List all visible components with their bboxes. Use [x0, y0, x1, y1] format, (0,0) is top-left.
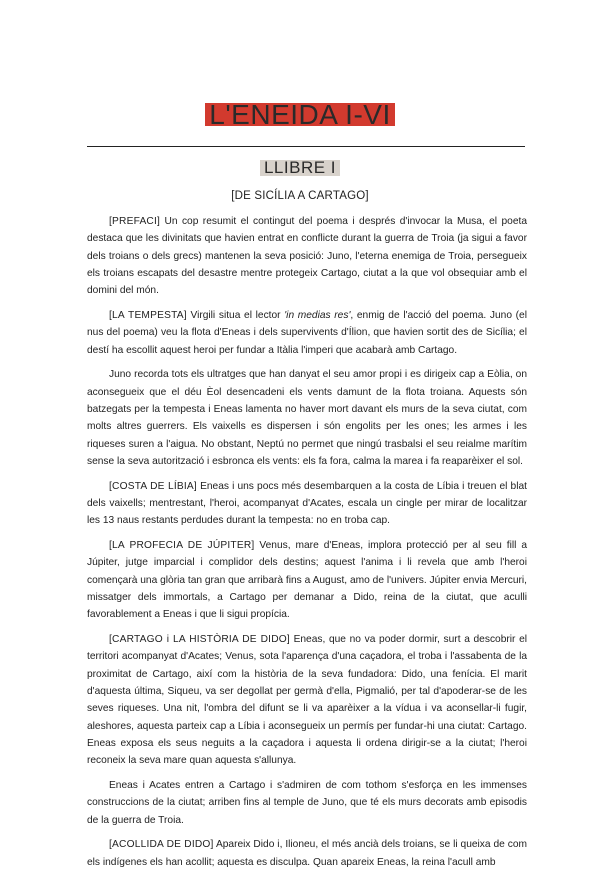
paragraph-juno: [87, 366, 527, 470]
section-heading: [DE SICÍLIA A CARTAGO]: [231, 190, 369, 202]
paragraph-tag: [LA PROFECIA DE JÚPITER]: [109, 540, 255, 552]
paragraph-tag: [CARTAGO i LA HISTÒRIA DE DIDO]: [109, 634, 290, 646]
paragraph-text: Venus, mare d'Eneas, implora protecció per al seu fill a Júpiter, jutge imparcial i complidor dels destins; aquest l'anima i li revela que amb l'heroi començarà una glòria tan gran que arribarà fins a August, amo de l'univers. Júpiter envia Mercuri, missatger dels immortals, a Cartago per demanar a Dido, reina de la ciutat, que aculli favorablement a Eneas i que li sigui propícia.: [87, 540, 528, 621]
paragraph-prefaci: [87, 213, 527, 299]
paragraph-text: Un cop resumit el contingut del poema i després d'invocar la Musa, el poeta destaca que les divinitats que havien entrat en conflicte durant la guerra de Troia (ja sigui a favor dels troians o dels grecs) mantenen la seva posició: Juno, l'eterna enemiga de Troia, persegueix els troians escapats del desastre mentre protegeix Cartago, ciutat a la que vol obsequiar amb el domini del món.: [87, 216, 527, 297]
paragraph-emphasis: 'in medias res': [284, 309, 351, 321]
document-title: [207, 100, 392, 130]
paragraph-text: Juno recorda tots els ultratges que han danyat el seu amor propi i es dirigeix cap a Eòlia, on aconsegueix que el déu Èol desencadeni els vents damunt de la flota troiana. Aquests són batzegats per la tempesta i Eneas lamenta no haver mort davant els murs de la seva ciutat, com molts altres guerrers. Els vaixells es dispersen i són engolits per les ones; les armes i les riqueses suren a l'aigua. No obstant, Neptú no permet que ningú trasbalsi el seu reialme marítim sense la seva autorització i esbronca els vents: els fa fora, calma la marea i fa reaparèixer el sol.: [87, 369, 527, 467]
paragraph-text-before: Virgili situa el lector: [186, 309, 285, 321]
subtitle-block: [0, 158, 600, 178]
paragraph-acollida-dido: [87, 836, 527, 871]
subtitle-text: LLIBRE I: [263, 158, 337, 177]
paragraph-text: , enmig de l'acció del poema. Juno (el nus del poema) veu la flota d'Eneas i dels supervivents d'Ílion, que havien sortit des de Sicília; el destí ha escollit aquest heroi per fundar a Itàlia l'imperi que acabarà amb Cartago.: [87, 309, 527, 356]
paragraph-cartago-dido: [87, 631, 527, 769]
body-text: [87, 213, 527, 878]
paragraph-tempesta: [87, 307, 527, 359]
paragraph-costa-libia: [87, 478, 527, 530]
paragraph-text: Eneas i Acates entren a Cartago i s'admiren de com tothom s'esforça en les immenses construccions de la ciutat; arriben fins al temple de Juno, que té els murs decorats amb episodis de la guerra de Troia.: [87, 779, 527, 826]
paragraph-text: Eneas, que no va poder dormir, surt a descobrir el territori acompanyat d'Acates; Venus, sota l'aparença d'una caçadora, el troba i l'assabenta de la proximitat de Cartago, així com la història de la seva fundadora: Dido, una fenícia. El marit d'aquesta última, Siqueu, va ser degollat per germà d'ella, Pigmalió, per tal d'apoderar-se de les seves riqueses. Una nit, l'ombra del difunt se li va aparèixer a la vídua i va aconsellar-li fugir, aleshores, aquesta parteix cap a Líbia i aconsegueix un permís per fundar-hi una ciutat: Cartago. Eneas exposa els seus neguits a la caçadora i aquesta li ordena dirigir-se a la ciutat; l'heroi reconeix la seva mare quan aquesta s'allunya.: [87, 634, 528, 767]
paragraph-tag: [ACOLLIDA DE DIDO]: [109, 839, 214, 851]
paragraph-temple-juno: [87, 777, 527, 829]
paragraph-tag: [LA TEMPESTA]: [109, 309, 187, 321]
paragraph-text: Eneas i uns pocs més desembarquen a la costa de Líbia i treuen el blat dels vaixells; mentrestant, l'heroi, acompanyat d'Acates, escala un cingle per mirar de localitzar les 13 naus restants perdudes durant la tempesta: no en troba cap.: [87, 480, 527, 527]
book-subtitle: [262, 158, 338, 178]
paragraph-tag: [COSTA DE LÍBIA]: [109, 480, 197, 492]
paragraph-profecia-jupiter: [87, 537, 527, 623]
paragraph-text: Apareix Dido i, Ilioneu, el més ancià dels troians, se li queixa de com els indígenes els han acollit; aquesta es disculpa. Quan apareix Eneas, la reina l'acull amb: [87, 839, 527, 868]
title-text: L'ENEIDA I-VI: [209, 99, 391, 130]
paragraph-tag: [PREFACI]: [109, 216, 161, 227]
title-block: [0, 100, 600, 130]
title-divider: [87, 146, 525, 147]
